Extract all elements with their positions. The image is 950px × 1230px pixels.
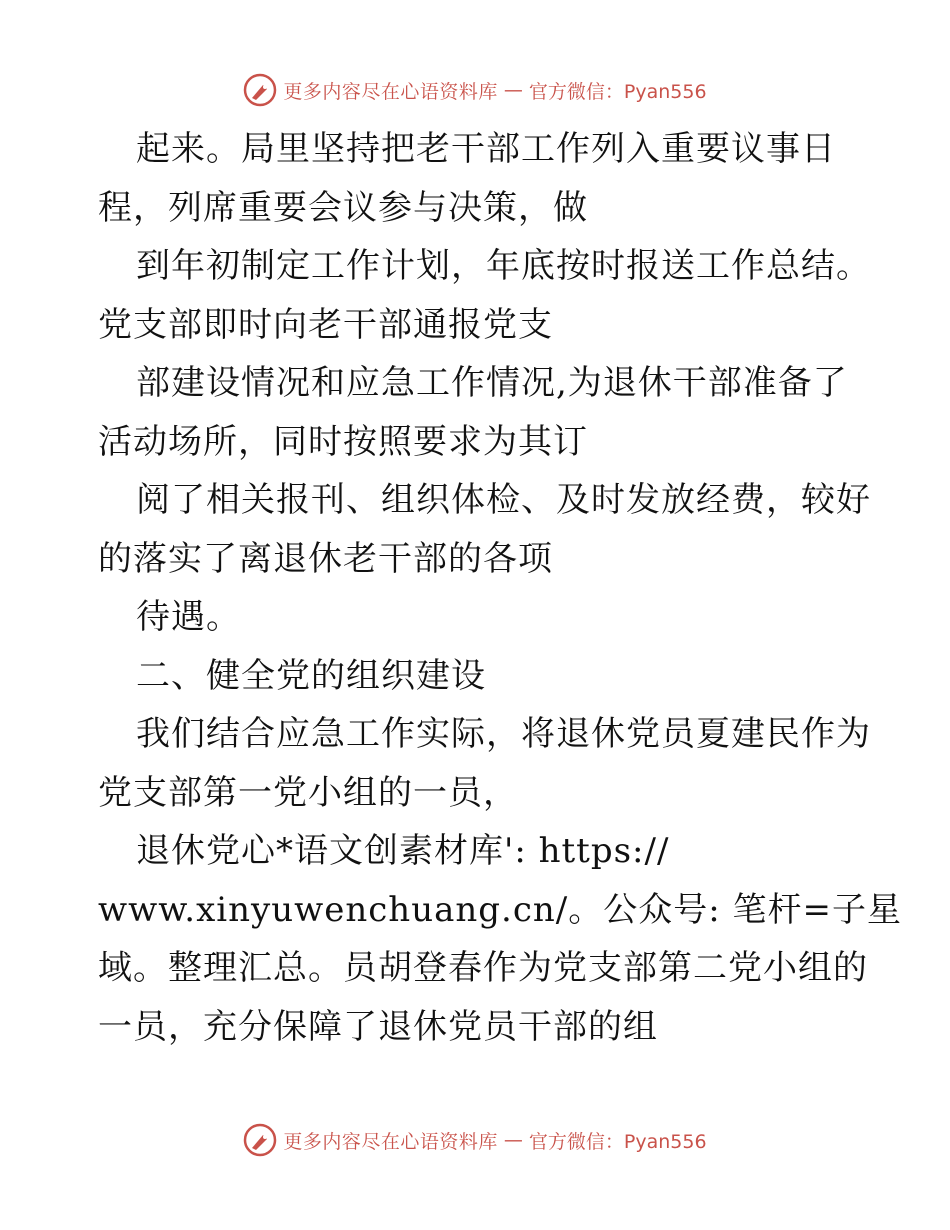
- footer-watermark: [0, 1120, 950, 1160]
- body-line: 党支部即时向老干部通报党支: [98, 304, 553, 345]
- body-line: 退休党心*语文创素材库': https://: [136, 831, 670, 871]
- body-line: 到年初制定工作计划，年底按时报送工作总结。: [136, 246, 871, 286]
- watermark-contact: 官方微信：Pyan556: [528, 1130, 707, 1153]
- body-line: 部建设情况和应急工作情况,为退休干部准备了: [136, 363, 848, 403]
- body-line: 的落实了离退休老干部的各项: [98, 538, 553, 579]
- body-line: 我们结合应急工作实际，将退休党员夏建民作为: [136, 714, 871, 754]
- document-body: [98, 120, 902, 1056]
- watermark-dash: —: [503, 1129, 523, 1151]
- watermark-brand: 更多内容尽在心语资料库: [283, 1130, 498, 1153]
- body-line: 党支部第一党小组的一员，: [98, 772, 518, 813]
- body-line: 程，列席重要会议参与决策，做: [98, 187, 588, 228]
- body-line: 待遇。: [136, 597, 241, 637]
- watermark-dash: —: [503, 79, 523, 101]
- header-watermark: [0, 70, 950, 110]
- body-line: 一员，充分保障了退休党员干部的组: [98, 1006, 658, 1047]
- body-line: www.xinyuwenchuang.cn/。公众号: 笔杆=子星: [98, 889, 902, 930]
- section-heading: 二、健全党的组织建设: [136, 655, 486, 696]
- pen-nib-logo-icon: [243, 73, 277, 107]
- body-line: 起来。局里坚持把老干部工作列入重要议事日: [136, 129, 836, 169]
- body-line: 活动场所，同时按照要求为其订: [98, 421, 588, 462]
- body-line: 域。整理汇总。员胡登春作为党支部第二党小组的: [98, 948, 868, 988]
- pen-nib-logo-icon: [243, 1123, 277, 1157]
- body-line: 阅了相关报刊、组织体检、及时发放经费，较好: [136, 480, 871, 520]
- watermark-contact: 官方微信：Pyan556: [528, 80, 707, 103]
- watermark-brand: 更多内容尽在心语资料库: [283, 80, 498, 103]
